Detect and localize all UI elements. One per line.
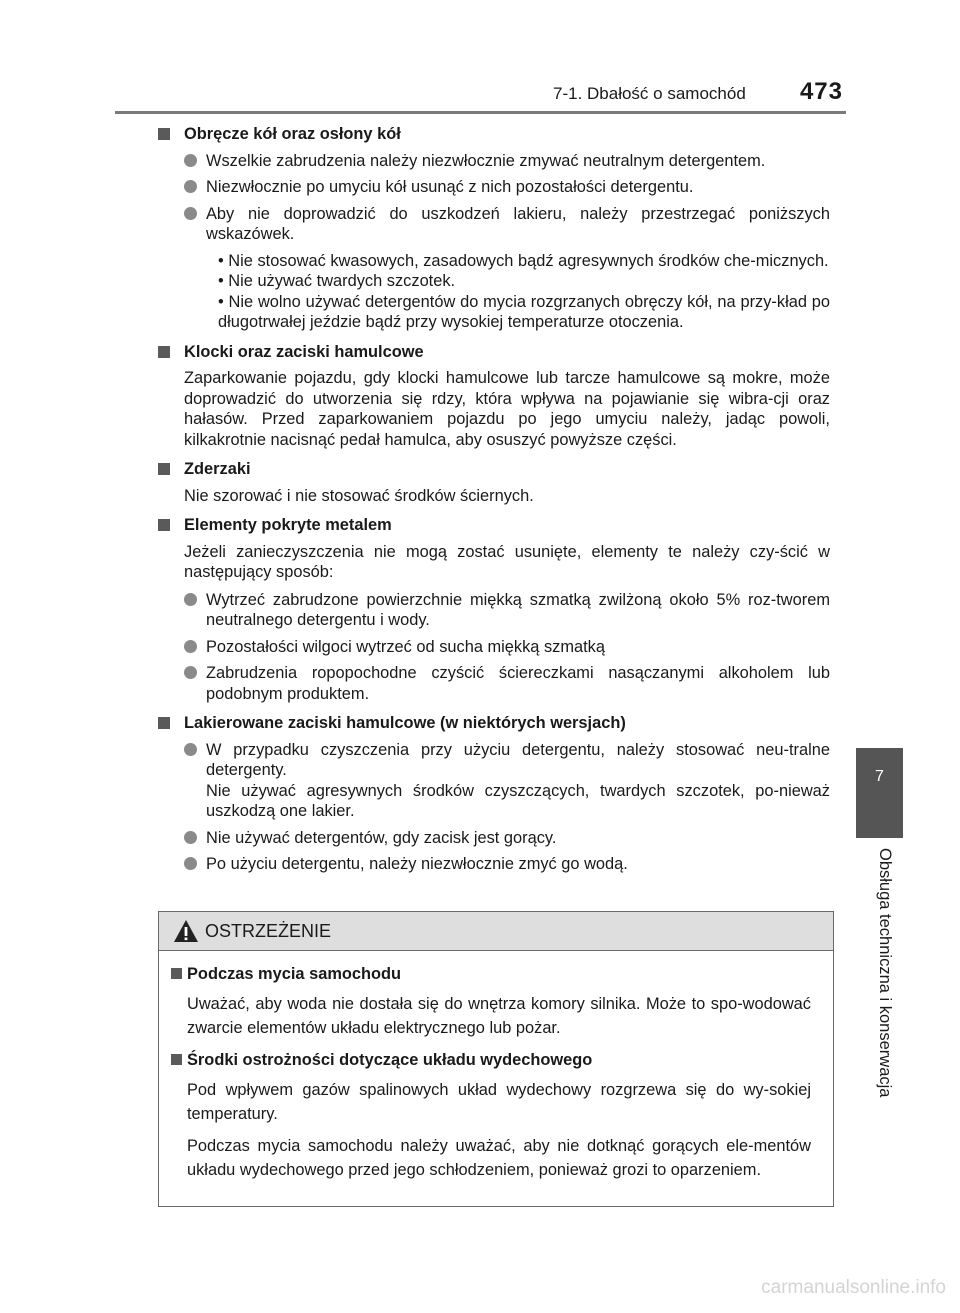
square-bullet-icon bbox=[158, 463, 170, 475]
section-title: 7-1. Dbałość o samochód bbox=[553, 84, 746, 103]
sub-list bbox=[158, 251, 830, 333]
warning-heading: Podczas mycia samochodu bbox=[171, 962, 811, 986]
warning-body bbox=[171, 962, 811, 1190]
section-text: Jeżeli zanieczyszczenia nie mogą zostać usunięte, elementy te należy czy-ścić w następujący sposób: bbox=[184, 542, 830, 581]
circle-bullet-icon bbox=[184, 207, 197, 220]
circle-bullet-icon bbox=[184, 593, 197, 606]
chapter-number: 7 bbox=[875, 768, 884, 785]
circle-bullet-icon bbox=[184, 831, 197, 844]
square-bullet-icon bbox=[158, 128, 170, 140]
list-item: Nie używać detergentów, gdy zacisk jest gorący. bbox=[158, 828, 830, 849]
warning-heading: Środki ostrożności dotyczące układu wydechowego bbox=[171, 1048, 811, 1072]
warning-title: OSTRZEŻENIE bbox=[205, 921, 332, 941]
section-heading: Lakierowane zaciski hamulcowe (w niektórych wersjach) bbox=[158, 713, 830, 734]
sub-list-item: • Nie stosować kwasowych, zasadowych bądź agresywnych środków che-micznych. bbox=[218, 251, 829, 270]
page-header bbox=[553, 78, 843, 108]
sub-list-item: • Nie wolno używać detergentów do mycia rozgrzanych obręczy kół, na przy-kład po długotrwałej jeździe bądź przy wysokiej temperaturze otoczenia. bbox=[218, 292, 830, 331]
square-bullet-icon bbox=[171, 1054, 182, 1065]
circle-bullet-icon bbox=[184, 640, 197, 653]
chapter-tab bbox=[856, 748, 903, 838]
section-heading: Zderzaki bbox=[158, 459, 830, 480]
list-item: Pozostałości wilgoci wytrzeć od sucha miękką szmatką bbox=[158, 637, 830, 658]
section-calipers bbox=[158, 713, 830, 875]
section-heading: Elementy pokryte metalem bbox=[158, 515, 830, 536]
circle-bullet-icon bbox=[184, 180, 197, 193]
square-bullet-icon bbox=[158, 717, 170, 729]
warning-text: Uważać, aby woda nie dostała się do wnętrza komory silnika. Może to spo-wodować zwarcie elementów układu elektrycznego lub pożar. bbox=[187, 995, 811, 1037]
watermark: carmanualsonline.info bbox=[761, 1277, 946, 1298]
circle-bullet-icon bbox=[184, 666, 197, 679]
main-content bbox=[158, 124, 830, 884]
section-brakes bbox=[158, 342, 830, 451]
list-item: Niezwłocznie po umyciu kół usunąć z nich pozostałości detergentu. bbox=[158, 177, 830, 198]
section-heading: Obręcze kół oraz osłony kół bbox=[158, 124, 830, 145]
list-item: Po użyciu detergentu, należy niezwłocznie zmyć go wodą. bbox=[158, 854, 830, 875]
warning-text: Pod wpływem gazów spalinowych układ wydechowy rozgrzewa się do wy-sokiej temperatury. bbox=[187, 1081, 811, 1123]
section-wheels bbox=[158, 124, 830, 333]
header-divider bbox=[115, 111, 846, 114]
warning-triangle-icon bbox=[173, 919, 199, 943]
list-item: Wytrzeć zabrudzone powierzchnie miękką szmatką zwilżoną około 5% roz-tworem neutralnego detergentu i wody. bbox=[158, 590, 830, 631]
list-item: Wszelkie zabrudzenia należy niezwłocznie zmywać neutralnym detergentem. bbox=[158, 151, 830, 172]
warning-text: Podczas mycia samochodu należy uważać, aby nie dotknąć gorących ele-mentów układu wydechowego przed jego schłodzeniem, ponieważ grozi to oparzeniem. bbox=[187, 1137, 811, 1179]
circle-bullet-icon bbox=[184, 857, 197, 870]
page-number: 473 bbox=[799, 78, 843, 105]
section-text: Zaparkowanie pojazdu, gdy klocki hamulcowe lub tarcze hamulcowe są mokre, może doprowadzić do utworzenia się rdzy, która wpływa na pojawianie się wibra-cji oraz hałasów. Przed zaparkowaniem pojazdu po jego umyciu należy, jadąc powoli, kilkakrotnie nacisnąć pedał hamulca, aby osuszyć powyższe części. bbox=[184, 369, 830, 449]
warning-header bbox=[159, 912, 833, 951]
square-bullet-icon bbox=[158, 519, 170, 531]
list-item: W przypadku czyszczenia przy użyciu detergentu, należy stosować neu-tralne detergenty. Nie używać agresywnych środków czyszczących, twardych szczotek, po-nieważ uszkodzą one lakier. bbox=[158, 740, 830, 822]
circle-bullet-icon bbox=[184, 743, 197, 756]
list-item: Aby nie doprowadzić do uszkodzeń lakieru, należy przestrzegać poniższych wskazówek. bbox=[158, 204, 830, 245]
section-metal bbox=[158, 515, 830, 704]
list-item: Zabrudzenia ropopochodne czyścić ściereczkami nasączanymi alkoholem lub podobnym produktem. bbox=[158, 663, 830, 704]
sub-list-item: • Nie używać twardych szczotek. bbox=[218, 272, 456, 290]
section-bumpers bbox=[158, 459, 830, 506]
section-heading: Klocki oraz zaciski hamulcowe bbox=[158, 342, 830, 363]
square-bullet-icon bbox=[158, 346, 170, 358]
square-bullet-icon bbox=[171, 968, 182, 979]
warning-box bbox=[158, 911, 834, 1207]
circle-bullet-icon bbox=[184, 154, 197, 167]
chapter-label: Obsługa techniczna i konserwacja bbox=[876, 848, 894, 1098]
section-text: Nie szorować i nie stosować środków ściernych. bbox=[184, 486, 534, 505]
